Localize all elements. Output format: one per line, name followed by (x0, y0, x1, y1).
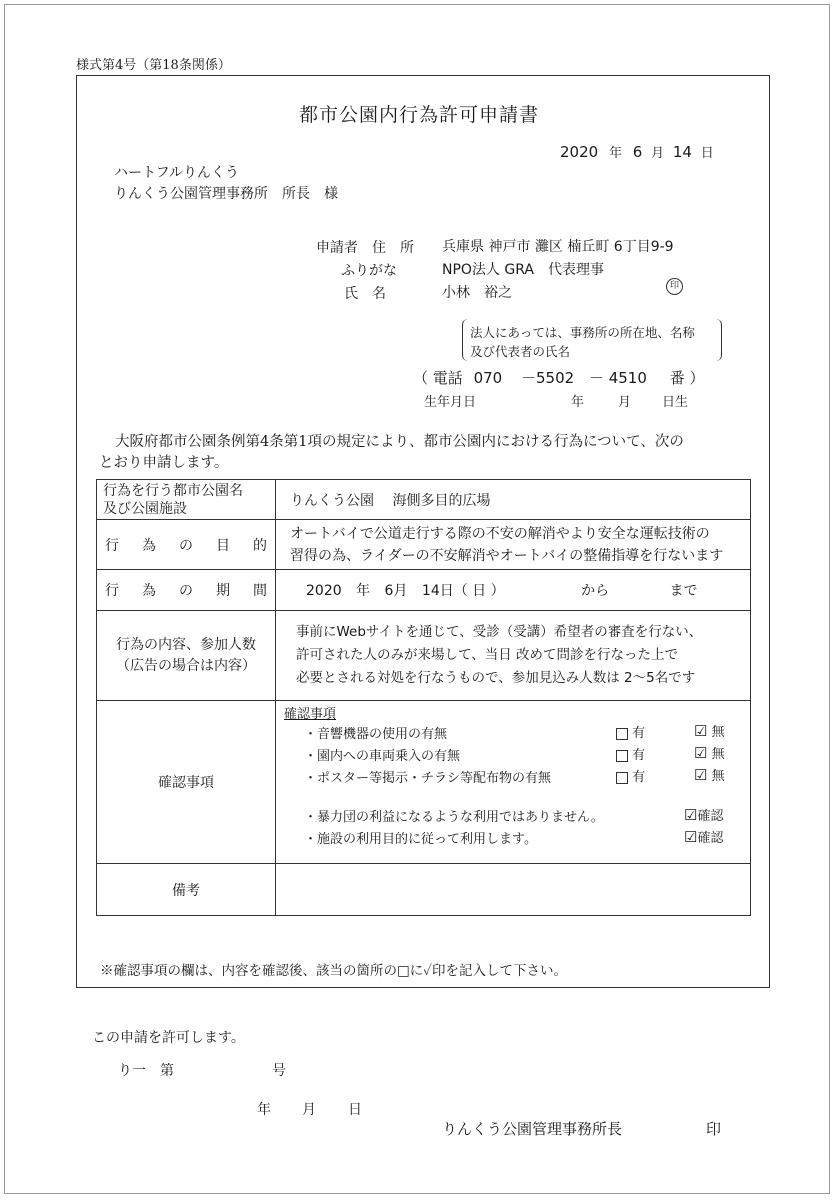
park-value (276, 480, 751, 520)
park-facility: 海側多目的広場 (392, 492, 491, 509)
approval-office: りんくう公園管理事務所長 (442, 1120, 623, 1138)
row-confirm (97, 701, 751, 864)
content-label-line2: （広告の場合は内容） (116, 657, 256, 674)
checkbox-checked-icon: ☑ (684, 828, 698, 846)
note-bracket-left (462, 319, 469, 361)
address-label: 申請者 住 所 (316, 240, 414, 256)
phone-part3: － 4510 (588, 369, 647, 387)
remarks-value[interactable] (276, 864, 751, 916)
period-label: 行 為 の 期 間 (97, 570, 276, 611)
birth-date-label: 生年月日 (424, 395, 477, 410)
confirm-value (276, 701, 751, 864)
approval-year-unit: 年 (257, 1102, 271, 1118)
content-label-line1: 行為の内容、参加人数 (116, 636, 256, 653)
checkbox-checked-icon: ☑ (694, 722, 708, 740)
confirm-item-3-no[interactable]: ☑ 無 (694, 766, 725, 784)
form-title: 都市公園内行為許可申請書 (298, 104, 539, 126)
phone-part2: －5502 (520, 369, 575, 387)
application-table (96, 479, 751, 916)
addressee-line1: ハートフルりんくう (114, 165, 240, 181)
corporate-note-line1: 法人にあっては、事務所の所在地、名称 (470, 325, 695, 340)
intro-line1: 大阪府都市公園条例第4条第1項の規定により、都市公園内における行為について、次の (115, 434, 684, 450)
purpose-label: 行 為 の 目 的 (97, 520, 276, 570)
checkbox-checked-icon: ☑ (684, 806, 698, 824)
period-from: から (581, 583, 610, 599)
period-month: 6月 (384, 583, 408, 599)
confirm-item-3-yes[interactable]: 有 (616, 766, 645, 785)
phone-close: 番 ） (669, 369, 705, 387)
confirm-item-1: ・音響機器の使用の有無 (304, 727, 448, 742)
birth-day-unit: 日生 (662, 395, 689, 410)
park-name: りんくう公園 (290, 492, 374, 509)
content-label (97, 611, 276, 701)
row-purpose (97, 520, 751, 570)
address-value: 兵庫県 神戸市 灘区 楠丘町 6丁目9-9 (442, 239, 674, 255)
period-day: 14日（ 日 ） (421, 583, 505, 599)
confirm-item-2: ・園内への車両乗入の有無 (304, 749, 461, 764)
row-period (97, 570, 751, 611)
footnote: ※確認事項の欄は、内容を確認後、該当の箇所の□に✓印を記入して下さい。 (100, 963, 567, 979)
confirm-check-1-mark[interactable]: ☑確認 (684, 806, 724, 824)
approval-text: この申請を許可します。 (92, 1030, 245, 1046)
approval-day-unit: 日 (348, 1102, 362, 1118)
row-content (97, 611, 751, 701)
addressee-line2: りんくう公園管理事務所 所長 様 (114, 186, 338, 202)
name-value: 小林 裕之 (442, 285, 512, 301)
approval-number-prefix: り一 第 (118, 1063, 174, 1079)
checkbox-empty-icon (616, 750, 628, 762)
furigana-value: NPO法人 GRA 代表理事 (442, 262, 604, 278)
period-year-unit: 年 (356, 583, 371, 599)
row-remarks (97, 864, 751, 916)
phone-open: （ 電話 (413, 369, 463, 387)
checkbox-checked-icon: ☑ (694, 766, 708, 784)
date-day-unit: 日 (700, 146, 714, 161)
date-month: 6 (632, 143, 643, 161)
checkbox-empty-icon (616, 772, 628, 784)
period-year: 2020 (306, 583, 342, 599)
date-year-unit: 年 (608, 146, 622, 161)
birth-year-unit: 年 (571, 395, 585, 410)
phone-number (413, 367, 704, 388)
confirm-item-3: ・ポスター等掲示・チラシ等配布物の有無 (304, 771, 552, 786)
content-line1: 事前にWebサイトを通じて、受診（受講）希望者の審査を行ない、 (296, 624, 703, 640)
approval-month-unit: 月 (302, 1102, 316, 1118)
confirm-item-2-no[interactable]: ☑ 無 (694, 744, 725, 762)
approval-number-suffix: 号 (272, 1063, 286, 1079)
confirm-item-1-yes[interactable]: 有 (616, 722, 645, 741)
date-month-unit: 月 (651, 146, 665, 161)
form-number: 様式第4号（第18条関係） (76, 58, 231, 73)
period-to: まで (669, 583, 698, 599)
intro-line2: とおり申請します。 (99, 455, 229, 471)
name-label: 氏 名 (344, 286, 386, 302)
row-park (97, 480, 751, 520)
park-label-line2: 及び公園施設 (103, 500, 187, 517)
confirm-item-2-yes[interactable]: 有 (616, 744, 645, 763)
purpose-value (276, 520, 751, 570)
confirm-heading: 確認事項 (284, 707, 337, 722)
date-day: 14 (672, 143, 692, 161)
confirm-label: 確認事項 (97, 701, 276, 864)
checkbox-empty-icon (616, 728, 628, 740)
phone-part1: 070 (473, 369, 503, 387)
birth-month-unit: 月 (618, 395, 632, 410)
confirm-check-1: ・暴力団の利益になるような利用ではありません。 (304, 810, 604, 825)
corporate-note-line2: 及び代表者の氏名 (470, 344, 571, 359)
park-label-line1: 行為を行う都市公園名 (103, 482, 243, 499)
applicant-seal-mark: 印 (666, 278, 683, 295)
period-value (276, 570, 751, 611)
approval-seal: 印 (706, 1120, 722, 1138)
application-date (560, 142, 714, 161)
content-value (276, 611, 751, 701)
park-label (97, 480, 276, 520)
purpose-line2: 習得の為、ライダーの不安解消やオートバイの整備指導を行ないます (290, 547, 724, 564)
note-bracket-right (715, 319, 722, 361)
furigana-label: ふりがな (341, 263, 397, 279)
checkbox-checked-icon: ☑ (694, 744, 708, 762)
content-line3: 必要とされる対処を行なうもので、参加見込み人数は 2～5名です (296, 670, 696, 686)
content-line2: 許可された人のみが来場して、当日 改めて問診を行なった上で (296, 647, 679, 663)
purpose-line1: オートバイで公道走行する際の不安の解消やより安全な運転技術の (290, 525, 710, 542)
confirm-check-2: ・施設の利用目的に従って利用します。 (304, 832, 537, 847)
confirm-check-2-mark[interactable]: ☑確認 (684, 828, 724, 846)
remarks-label: 備考 (97, 864, 276, 916)
date-year: 2020 (560, 143, 599, 161)
confirm-item-1-no[interactable]: ☑ 無 (694, 722, 725, 740)
